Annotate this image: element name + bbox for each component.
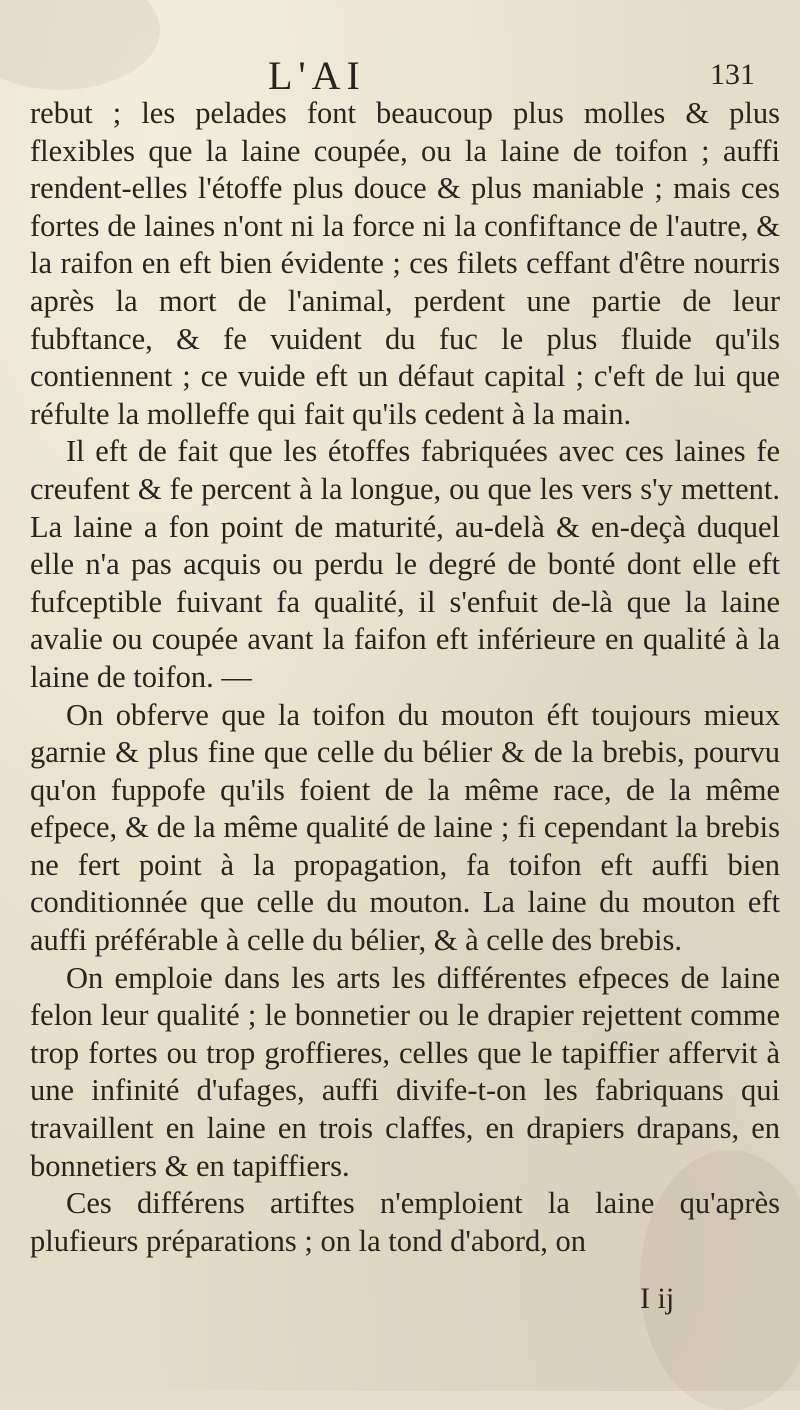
paragraph: rebut ; les pelades font beaucoup plus molles & plus flexibles que la laine coupée, ou la laine de toifon ; auffi rendent-elles l'étoffe plus douce & plus maniable ; mais ces fortes de laines n'ont ni la force ni la confiftance de l'autre, & la raifon en eft bien évidente ; ces filets ceffant d'être nourris après la mort de l'animal, perdent une partie de leur fubftance, & fe vuident du fuc le plus fluide qu'ils contiennent ; ce vuide eft un défaut capital ; c'eft de lui que réfulte la molleffe qui fait qu'ils cedent à la main. — [30, 96, 780, 431]
running-title: L'AI — [268, 53, 366, 98]
page-header — [0, 52, 800, 100]
page-number: 131 — [710, 58, 755, 91]
paragraph: On emploie dans les arts les différentes efpeces de laine felon leur qualité ; le bonnetier ou le drapier rejettent comme trop fortes ou trop groffieres, celles que le tapiffier affervit à une infinité d'ufages, auffi divife-t-on les fabriquans qui travaillent en laine en trois claffes, en drapiers drapans, en bonnetiers & en tapiffiers. — [30, 960, 780, 1183]
paragraph: Il eft de fait que les étoffes fabriquées avec ces laines fe creufent & fe percent à la longue, ou que les vers s'y mettent. La laine a fon point de maturité, au-delà & en-deçà duquel elle n'a pas acquis ou perdu le degré de bonté dont elle eft fufceptible fuivant fa qualité, il s'enfuit de-là que la laine avalie ou coupée avant la faifon eft inférieure en qualité à la laine de toifon. — — [30, 434, 780, 694]
paragraph: Ces différens artiftes n'emploient la laine qu'après plufieurs préparations ; on la tond d'abord, on — [30, 1186, 780, 1258]
signature-mark: I ij — [640, 1282, 675, 1315]
body-text — [30, 95, 780, 1260]
paragraph: On obferve que la toifon du mouton éft toujours mieux garnie & plus fine que celle du bélier & de la brebis, pourvu qu'on fuppofe qu'ils foient de la même race, de la même efpece, & de la même qualité de laine ; fi cependant la brebis ne fert point à la propagation, fa toifon eft auffi bien conditionnée que celle du mouton. La laine du mouton eft auffi préférable à celle du bélier, & à celle des brebis. — [30, 697, 780, 958]
